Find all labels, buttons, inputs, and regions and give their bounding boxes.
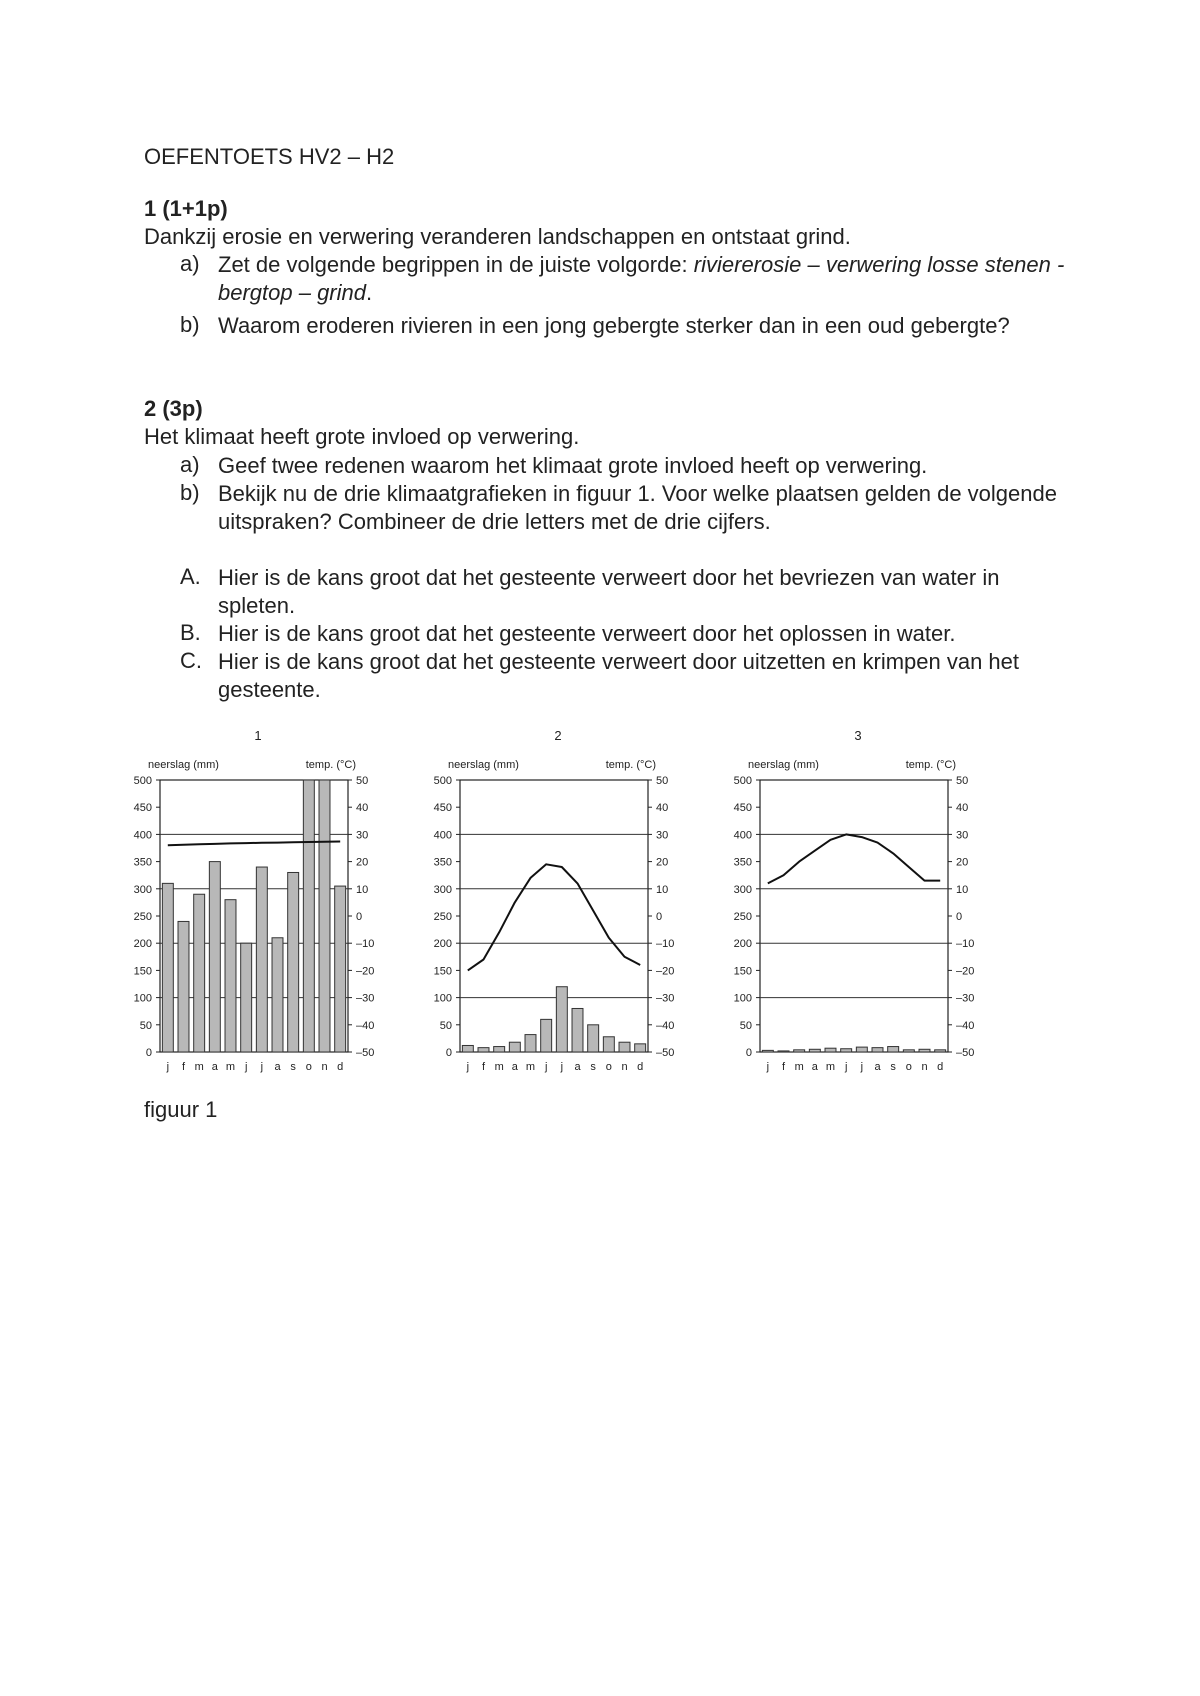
y-tick-label: 50 [139,1019,152,1032]
y2-tick-label: –40 [356,1019,375,1032]
y2-tick-label: 40 [656,802,669,815]
month-label: j [560,1061,564,1073]
y2-tick-label: 40 [956,802,969,815]
month-label: s [590,1061,596,1073]
option-c-text: Hier is de kans groot dat het gesteente verweert door uitzetten en krimpen van het gesteente. [218,649,1020,702]
month-label: a [574,1061,581,1073]
y-tick-label: 400 [433,829,452,842]
option-b-marker: B. [180,620,201,645]
precipitation-bar [178,921,189,1052]
y2-tick-label: –10 [656,938,675,951]
question-1a-end: . [366,280,373,305]
y2-tick-label: 30 [656,829,669,842]
y-tick-label: 0 [745,1047,752,1059]
y-tick-label: 300 [133,883,152,896]
precipitation-axis-label: neerslag (mm) [448,759,519,771]
month-label: m [825,1061,836,1073]
climate-chart-1 [134,728,375,1073]
y-tick-label: 500 [433,775,452,787]
page-title: OEFENTOETS HV2 – H2 [144,144,395,169]
question-1a-terms: riviererosie – verwering losse stenen - bergtop – grind [218,252,1065,305]
precipitation-bar [935,1050,946,1052]
y2-tick-label: 30 [356,829,369,842]
month-label: m [794,1061,804,1073]
y-tick-label: 150 [733,965,752,978]
precipitation-bar [478,1048,489,1052]
precipitation-bar [335,886,346,1052]
month-label: d [337,1061,344,1073]
y-tick-label: 500 [133,775,152,787]
y-tick-label: 250 [133,911,152,923]
month-label: n [621,1061,628,1073]
precipitation-bar [825,1048,836,1052]
y2-tick-label: 40 [356,802,369,815]
month-label: f [481,1061,486,1073]
y2-tick-label: –40 [956,1019,975,1032]
question-1a-text [218,251,1078,307]
month-label: o [305,1061,312,1073]
precipitation-bar [556,987,567,1052]
y-tick-label: 0 [145,1047,152,1059]
figure-caption: figuur 1 [144,1097,218,1122]
month-label: d [637,1061,644,1073]
temperature-axis-label: temp. (°C) [605,759,656,771]
precipitation-bar [888,1047,899,1052]
y2-tick-label: –30 [356,992,375,1005]
y-tick-label: 450 [433,802,452,815]
question-1-intro: Dankzij erosie en verwering veranderen landschappen en ontstaat grind. [144,224,851,249]
y-tick-label: 200 [433,938,452,951]
precipitation-axis-label: neerslag (mm) [748,759,819,771]
month-label: j [466,1061,470,1073]
y2-tick-label: –40 [656,1019,675,1032]
question-2b-text: Bekijk nu de drie klimaatgrafieken in figuur 1. Voor welke plaatsen gelden de volgende uitspraken? Combineer de drie letters met de drie cijfers. [218,481,1057,534]
month-label: j [244,1061,248,1073]
option-a-marker: A. [180,564,201,589]
temperature-axis-label: temp. (°C) [305,759,356,771]
y-tick-label: 400 [733,829,752,842]
plot-frame [760,780,948,1052]
question-2a-text: Geef twee redenen waarom het klimaat grote invloed heeft op verwering. [218,453,928,478]
precipitation-bar [919,1049,930,1052]
climate-chart-2 [434,728,675,1073]
month-label: j [544,1061,548,1073]
y2-tick-label: –20 [356,965,375,978]
precipitation-bar [809,1049,820,1052]
precipitation-bar [162,883,173,1052]
climate-charts-figure [110,726,1010,1076]
month-label: d [937,1061,944,1073]
month-label: m [525,1061,536,1073]
question-2a-marker: a) [180,452,200,477]
y2-tick-label: –50 [656,1047,675,1059]
y-tick-label: 350 [133,856,152,869]
month-label: a [274,1061,281,1073]
question-1-heading: 1 (1+1p) [144,196,228,221]
y-tick-label: 400 [133,829,152,842]
y-tick-label: 200 [733,938,752,951]
y-tick-label: 250 [733,911,752,923]
precipitation-bar [225,900,236,1052]
month-label: m [225,1061,236,1073]
y-tick-label: 500 [733,775,752,787]
y2-tick-label: 0 [356,911,363,923]
month-label: n [921,1061,928,1073]
temperature-axis-label: temp. (°C) [905,759,956,771]
y2-tick-label: 0 [956,911,963,923]
precipitation-bar [241,943,252,1052]
month-label: f [181,1061,186,1073]
y-tick-label: 300 [733,883,752,896]
y-tick-label: 350 [733,856,752,869]
y-tick-label: 100 [433,992,452,1005]
month-label: j [860,1061,864,1073]
chart-title: 1 [254,728,262,743]
precipitation-bar [778,1051,789,1052]
precipitation-bar [319,780,330,1052]
month-label: a [511,1061,518,1073]
temperature-line [468,864,640,970]
y2-tick-label: 50 [356,775,369,787]
y2-tick-label: –20 [956,965,975,978]
precipitation-bar [525,1035,536,1052]
precipitation-bar [603,1037,614,1052]
y2-tick-label: 20 [356,856,369,869]
precipitation-bar [303,780,314,1052]
precipitation-bar [209,862,220,1052]
month-label: a [874,1061,881,1073]
y-tick-label: 50 [739,1019,752,1032]
option-a-text: Hier is de kans groot dat het gesteente verweert door het bevriezen van water in spleten. [218,565,1000,618]
chart-title: 3 [854,728,862,743]
month-label: s [290,1061,296,1073]
y2-tick-label: –50 [956,1047,975,1059]
y-tick-label: 450 [133,802,152,815]
precipitation-bar [619,1042,630,1052]
question-2b-marker: b) [180,480,200,505]
month-label: j [260,1061,264,1073]
y-tick-label: 100 [733,992,752,1005]
question-1a-marker: a) [180,251,200,276]
precipitation-axis-label: neerslag (mm) [148,759,219,771]
precipitation-bar [872,1048,883,1052]
option-b-text: Hier is de kans groot dat het gesteente verweert door het oplossen in water. [218,621,956,646]
climate-chart-3 [734,728,975,1073]
month-label: a [211,1061,218,1073]
y-tick-label: 300 [433,883,452,896]
precipitation-bar [194,894,205,1052]
option-c-marker: C. [180,648,202,673]
month-label: j [844,1061,848,1073]
y2-tick-label: 30 [956,829,969,842]
precipitation-bar [572,1008,583,1052]
month-label: n [321,1061,328,1073]
precipitation-bar [794,1050,805,1052]
y2-tick-label: 50 [956,775,969,787]
precipitation-bar [272,938,283,1052]
question-1b-marker: b) [180,312,200,337]
month-label: s [890,1061,896,1073]
precipitation-bar [856,1047,867,1052]
month-label: o [605,1061,612,1073]
y-tick-label: 150 [133,965,152,978]
y2-tick-label: –30 [656,992,675,1005]
precipitation-bar [256,867,267,1052]
y-tick-label: 0 [445,1047,452,1059]
precipitation-bar [841,1049,852,1052]
precipitation-bar [288,872,299,1052]
y2-tick-label: –10 [356,938,375,951]
y2-tick-label: 10 [356,883,369,896]
precipitation-bar [541,1019,552,1052]
y-tick-label: 200 [133,938,152,951]
precipitation-bar [462,1045,473,1052]
y2-tick-label: –50 [356,1047,375,1059]
precipitation-bar [509,1042,520,1052]
y2-tick-label: 0 [656,911,663,923]
y2-tick-label: 50 [656,775,669,787]
month-label: j [766,1061,770,1073]
month-label: m [494,1061,504,1073]
precipitation-bar [588,1025,599,1052]
y-tick-label: 100 [133,992,152,1005]
month-label: j [166,1061,170,1073]
question-2-heading: 2 (3p) [144,396,203,421]
y-tick-label: 250 [433,911,452,923]
y2-tick-label: –20 [656,965,675,978]
y2-tick-label: –30 [956,992,975,1005]
month-label: o [905,1061,912,1073]
y2-tick-label: 20 [956,856,969,869]
y2-tick-label: 10 [656,883,669,896]
y-tick-label: 150 [433,965,452,978]
precipitation-bar [903,1050,914,1052]
temperature-line [768,834,940,883]
month-label: m [194,1061,204,1073]
y2-tick-label: 20 [656,856,669,869]
month-label: f [781,1061,786,1073]
precipitation-bar [762,1050,773,1052]
question-1b-text: Waarom eroderen rivieren in een jong gebergte sterker dan in een oud gebergte? [218,313,1010,338]
y-tick-label: 450 [733,802,752,815]
question-2-intro: Het klimaat heeft grote invloed op verwering. [144,424,580,449]
y2-tick-label: 10 [956,883,969,896]
precipitation-bar [494,1047,505,1052]
plot-frame [460,780,648,1052]
y-tick-label: 350 [433,856,452,869]
y2-tick-label: –10 [956,938,975,951]
month-label: a [811,1061,818,1073]
precipitation-bar [635,1044,646,1052]
question-1a-plain: Zet de volgende begrippen in de juiste volgorde: [218,252,694,277]
chart-title: 2 [554,728,562,743]
y-tick-label: 50 [439,1019,452,1032]
